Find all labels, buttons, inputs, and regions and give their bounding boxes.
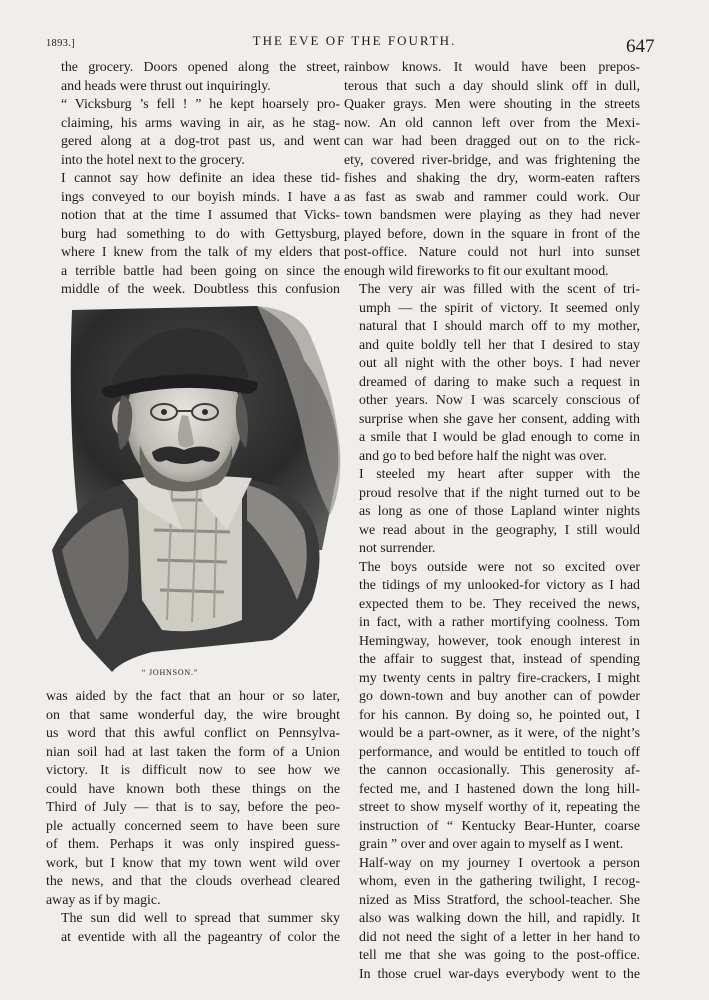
text-line: other years. Now I was scarcely conscious of (359, 393, 640, 408)
text-line: The boys outside were not so excited over (359, 559, 640, 575)
text-line: nized as Miss Stratford, the school-teacher. She (359, 892, 640, 908)
text-line: whom, even in the gathering twilight, I recog- (359, 874, 640, 889)
text-line: umph — the spirit of victory. It seemed only (359, 300, 640, 316)
paragraph (344, 59, 640, 281)
paragraph (46, 170, 340, 300)
text-line: claiming, his arms waving in air, as he stag- (61, 115, 340, 131)
johnson-portrait-illustration (42, 300, 342, 672)
text-line: as long as one of those Lapland winter nights (359, 504, 640, 519)
text-line: work, but I know that my town went wild over (46, 855, 340, 871)
text-line: Hemingway, however, took enough interest in (359, 633, 640, 649)
text-line: could have known both these things on the (46, 781, 340, 797)
text-line: a terrible battle had been going on since the (61, 263, 340, 279)
text-line: the cannon occasionally. This generosity af- (359, 763, 640, 778)
text-line: not surrender. (359, 541, 436, 556)
text-line: ety, covered river-bridge, and was frightening the (344, 152, 640, 168)
text-line: In those cruel war-days everybody went to the (359, 966, 640, 982)
paragraph (46, 96, 340, 170)
right-column-text (344, 59, 640, 984)
text-line: now. An old cannon left over from the Mexi- (344, 115, 640, 131)
text-line: natural that I should march off to my mother, (359, 319, 640, 334)
text-line: as fast as swab and rammer could work. Our (344, 189, 640, 205)
text-line: away as if by magic. (46, 892, 161, 908)
text-line: for his cannon. By doing so, he pointed out, I (359, 707, 640, 723)
paragraph (344, 559, 640, 855)
text-line: ings conveyed to our boyish minds. I have a (61, 189, 340, 205)
illustration-caption: “ JOHNSON.” (141, 668, 199, 677)
text-line: town bandsmen were playing as they had never (344, 208, 640, 223)
text-line: go down-town and buy another can of powder (359, 689, 640, 704)
text-line: post-office. Nature could not hurl into sunset (344, 245, 640, 260)
running-header-year: 1893.] (46, 38, 75, 49)
left-column-bottom-text (46, 688, 340, 947)
text-line: expected them to be. They received the news, (359, 596, 640, 612)
text-line: also was walking down the hill, and rapidly. It (359, 911, 640, 926)
text-line: we read about in the geography, I still would (359, 522, 640, 538)
text-line: fected me, and I hastened down the long hill- (359, 781, 640, 797)
text-line: The sun did well to spread that summer sky (61, 911, 340, 926)
text-line: fishes and shaking the dry, worm-eaten rafters (344, 171, 640, 186)
text-line: I steeled my heart after supper with the (359, 467, 640, 482)
running-header-title: THE EVE OF THE FOURTH. (252, 33, 457, 48)
page-number: 647 (626, 36, 655, 57)
text-line: street to show myself worthy of it, repeating the (359, 800, 640, 815)
left-column-top-text (46, 59, 340, 300)
text-line: The very air was filled with the scent of tri- (359, 282, 640, 297)
text-line: gered along at a dog-trot past us, and went (61, 134, 340, 149)
text-line: ple actually concerned seem to have been sure (46, 818, 340, 834)
text-line: surprise when she gave her consent, adding with (359, 411, 640, 427)
text-line: rainbow knows. It would have been prepos- (344, 60, 640, 75)
text-line: my twenty cents in paltry fire-crackers, I might (359, 670, 640, 686)
text-line: in fact, with a rather mortifying coolness. Tom (359, 615, 640, 630)
text-line: and quite boldly tell her that I desired to stay (359, 337, 640, 353)
text-line: and heads were thrust out inquiringly. (61, 78, 271, 94)
text-line: the affair to suggest that, instead of spending (359, 652, 640, 667)
text-line: “ Vicksburg ’s fell ! ” he kept hoarsely pro- (61, 97, 340, 112)
text-line: was aided by the fact that an hour or so later, (46, 689, 340, 704)
text-line: out all night with the other boys. I had never (359, 356, 640, 371)
paragraph (46, 688, 340, 910)
text-line: grain ” over and over again to myself as I went. (359, 837, 624, 852)
text-line: proud resolve that if the night turned out to be (359, 485, 640, 501)
text-line: where I knew from the talk of my elders that (61, 245, 340, 260)
text-line: I cannot say how definite an idea these tid- (61, 171, 340, 186)
paragraph (344, 855, 640, 985)
text-line: played before, down in the square in front of the (344, 226, 640, 242)
text-line: us word that this awful conflict on Pennsylva- (46, 726, 340, 741)
text-line: on that same wonderful day, the wire brought (46, 707, 340, 723)
text-line: of them. Perhaps it was only inspired guess- (46, 837, 340, 852)
text-line: notion that at the time I assumed that Vicks- (61, 208, 340, 223)
paragraph (46, 59, 340, 96)
text-line: terous that such a day should slink off in dull, (344, 78, 640, 94)
text-line: the tidings of my unlooked-for victory as I had (359, 578, 640, 593)
text-line: a smile that I would be glad enough to come in (359, 430, 640, 445)
text-line: Quaker grays. Men were shouting in the streets (344, 97, 640, 112)
svg-text:W: W (278, 457, 290, 472)
text-line: burg had something to do with Gettysburg, (61, 226, 340, 242)
text-line: the news, and that the clouds overhead cleared (46, 874, 340, 889)
text-line: enough wild fireworks to fit our exultant mood. (344, 263, 609, 279)
text-line: into the hotel next to the grocery. (61, 152, 245, 168)
portrait-engraving (42, 300, 342, 672)
text-line: dreamed of daring to make such a request in (359, 374, 640, 390)
text-line: would be a part-owner, as it were, of the night’s (359, 726, 640, 741)
text-line: did not need the sight of a letter in her hand to (359, 929, 640, 945)
text-line: nian soil had at last taken the form of a Union (46, 744, 340, 760)
text-line: Third of July — that is to say, before the peo- (46, 800, 340, 815)
text-line: and go to bed before half the night was over. (359, 448, 607, 464)
paragraph (344, 281, 640, 466)
text-line: victory. It is difficult now to see how we (46, 763, 340, 778)
text-line: can war had been dragged out on to the rick- (344, 134, 640, 149)
text-line: tell me that she was going to the post-office. (359, 948, 640, 963)
text-line: performance, and would be entitled to touch off (359, 744, 640, 760)
text-line: instruction of “ Kentucky Bear-Hunter, coarse (359, 818, 640, 834)
text-line: middle of the week. Doubtless this confusion (61, 282, 340, 297)
paragraph (46, 910, 340, 947)
text-line: at eventide with all the pageantry of color the (61, 929, 340, 945)
text-line: Half-way on my journey I overtook a person (359, 855, 640, 871)
paragraph (344, 466, 640, 559)
text-line: the grocery. Doors opened along the street, (61, 60, 340, 75)
